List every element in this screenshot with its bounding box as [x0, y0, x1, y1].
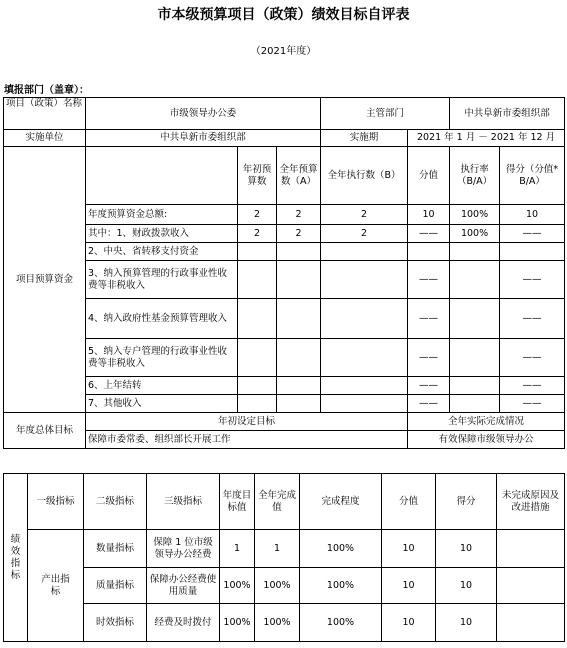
period-value: 2021 年 1 月 － 2021 年 12 月 — [408, 130, 565, 147]
table-row: 6、上年结转 —— —— — [4, 377, 565, 395]
performance-side-label: 绩效指标 — [4, 474, 28, 642]
performance-table — [3, 473, 565, 642]
header-score: 得分（分值*B/A） — [500, 147, 565, 205]
project-name-label: 项目（政策）名称 — [4, 98, 86, 130]
actual-goal-header: 全年实际完成情况 — [408, 413, 565, 431]
header-level3: 三级指标 — [147, 474, 220, 530]
period-label: 实施期 — [321, 130, 408, 147]
header-executed: 全年执行数（B） — [321, 147, 408, 205]
actual-goal-value: 有效保障市级领导办公 — [408, 431, 565, 449]
level1-output: 产出指标 — [28, 530, 84, 642]
project-name-value: 市级领导办公委 — [86, 98, 321, 130]
impl-unit-label: 实施单位 — [4, 130, 86, 147]
header-level2: 二级指标 — [84, 474, 147, 530]
report-year: （2021年度） — [250, 46, 317, 57]
header-full-year-budget: 全年预算数（A） — [277, 147, 321, 205]
header-level1: 一级指标 — [28, 474, 84, 530]
table-row: 2、中央、省转移支付资金 — [4, 243, 565, 261]
supervisor-dept-value: 中共阜新市委组织部 — [450, 98, 565, 130]
header-target: 年度目标值 — [220, 474, 255, 530]
table-row: 时效指标 经费及时拨付 100% 100% 100% 10 10 — [4, 604, 565, 642]
header-exec-rate: 执行率（B/A） — [450, 147, 500, 205]
table-row: 7、其他收入 —— —— — [4, 395, 565, 413]
header-degree: 完成程度 — [300, 474, 382, 530]
table-row: 4、纳入政府性基金预算管理收入 —— —— — [4, 299, 565, 339]
header-score-value: 分值 — [408, 147, 450, 205]
header-reason: 未完成原因及改进措施 — [497, 474, 565, 530]
table-row: 5、纳入专户管理的行政事业性收费等非税收入 —— —— — [4, 339, 565, 377]
initial-goal-header: 年初设定目标 — [86, 413, 408, 431]
header-initial-budget: 年初预算数 — [238, 147, 277, 205]
table-row: 产出指标 数量指标 保障 1 位市级领导办公经费 1 1 100% 10 10 — [4, 530, 565, 568]
header-value: 分值 — [382, 474, 436, 530]
supervisor-dept-label: 主管部门 — [321, 98, 450, 130]
table-row: 质量指标 保障办公经费使用质量 100% 100% 100% 10 10 — [4, 568, 565, 604]
header-score: 得分 — [436, 474, 497, 530]
header-actual: 全年完成值 — [255, 474, 300, 530]
annual-goal-label: 年度总体目标 — [4, 413, 86, 449]
table-row: 年度预算资金总额: 2 2 2 10 100% 10 — [4, 205, 565, 225]
table-row: 3、纳入预算管理的行政事业性收费等非税收入 —— —— — [4, 261, 565, 299]
impl-unit-value: 中共阜新市委组织部 — [86, 130, 321, 147]
table-row: 其中：1、财政拨款收入 2 2 2 —— 100% —— — [4, 225, 565, 243]
department-label: 填报部门（盖章）： — [4, 85, 89, 96]
budget-section-label: 项目预算资金 — [4, 147, 86, 413]
page-title: 市本级预算项目（政策）绩效目标自评表 — [157, 7, 410, 23]
initial-goal-value: 保障市委常委、组织部长开展工作 — [86, 431, 408, 449]
budget-table — [3, 97, 565, 449]
